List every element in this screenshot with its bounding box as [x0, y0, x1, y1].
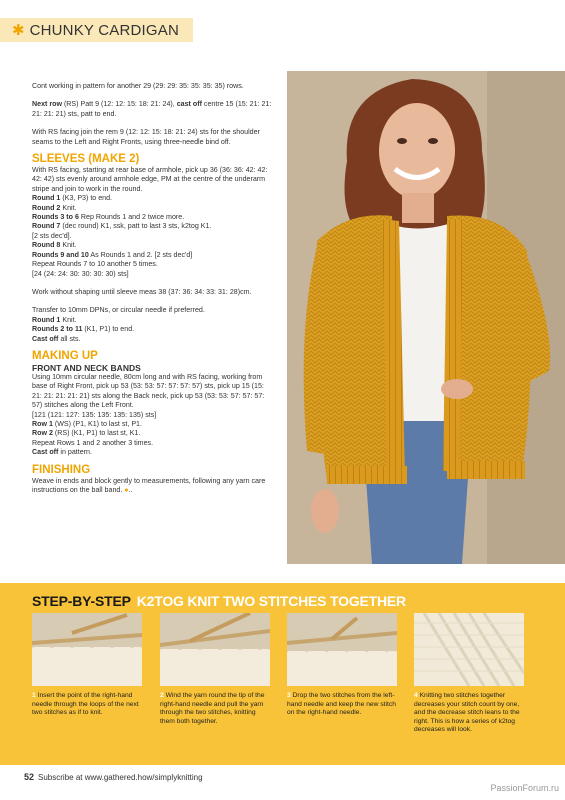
- sleeves-round3: Rounds 3 to 6 Rep Rounds 1 and 2 twice more.: [32, 213, 185, 222]
- sleeves-round7: Round 7 (dec round) K1, ssk, patt to last 3 sts, k2tog K1.: [32, 222, 212, 231]
- makingup-castoff: Cast off in pattern.: [32, 448, 92, 457]
- makingup-repeat: Repeat Rows 1 and 2 another 3 times.: [32, 438, 154, 447]
- step-3-photo: [287, 613, 397, 686]
- cuff-round2: Rounds 2 to 11 (K1, P1) to end.: [32, 325, 135, 334]
- woman-cardigan-illustration: [287, 71, 565, 564]
- subscribe-link[interactable]: Subscribe at www.gathered.how/simplyknitting: [38, 773, 203, 782]
- sleeves-repeat: Repeat Rounds 7 to 10 another 5 times.: [32, 260, 158, 269]
- model-photo: [287, 71, 565, 564]
- step-by-step-band: [0, 583, 565, 765]
- step-1-photo: [32, 613, 142, 686]
- intro-p3: With RS facing join the rem 9 (12: 12: 15: 18: 21: 24) sts for the shoulder seams to the Left and Right Fronts, using three-needle bind off.: [32, 128, 260, 146]
- cuff-castoff: Cast off all sts.: [32, 334, 81, 343]
- page-title: CHUNKY CARDIGAN: [29, 21, 179, 39]
- makingup-row2: Row 2 (RS) (K1, P1) to last st, K1.: [32, 429, 141, 438]
- step-2-caption: 2 Wind the yarn round the tip of the right-hand needle and pull the yarn through the two stitches, knitting them both together.: [160, 692, 265, 725]
- page-footer: [24, 772, 203, 782]
- section-header: [0, 18, 193, 42]
- sleeves-heading: SLEEVES (MAKE 2): [32, 153, 140, 166]
- asterisk-icon: ✱: [12, 22, 25, 39]
- finishing-p1: Weave in ends and block gently to measurements, following any yarn care instructions on the ball band. ●..: [32, 476, 266, 494]
- sleeves-round1: Round 1 (K3, P3) to end.: [32, 194, 113, 203]
- cuff-round1: Round 1 Knit.: [32, 315, 77, 324]
- sleeves-round9: Rounds 9 and 10 As Rounds 1 and 2. [2 sts dec'd]: [32, 250, 193, 259]
- step-4-photo: [414, 613, 524, 686]
- bands-subheading: FRONT AND NECK BANDS: [32, 362, 141, 373]
- sleeves-round8: Round 8 Knit.: [32, 241, 77, 250]
- sleeves-count: [24 (24: 24: 30: 30: 30: 30) sts]: [32, 269, 129, 278]
- intro-p2: Next row (RS) Patt 9 (12: 12: 15: 18: 21: 24), cast off centre 15 (15: 21: 21: 21: 21: 21) sts, patt to end.: [32, 100, 272, 118]
- sleeves-transfer: Transfer to 10mm DPNs, or circular needle if preferred.: [32, 306, 205, 315]
- step-2-photo: [160, 613, 270, 686]
- makingup-p1: Using 10mm circular needle, 80cm long and with RS facing, working from base of Right Front, pick up 53 (53: 53: 57: 57: 57: 57) sts, pick up 15 (15: 21: 21: 21: 21: 21) sts along the Back neck, pick up 53 (53: 53: 57: 57: 57: 57) stitches along the Left Front.: [32, 372, 265, 410]
- step-1-caption: 1 Insert the point of the right-hand needle through the loops of the next two stitches as if to knit.: [32, 692, 139, 717]
- sleeves-round7b: [2 sts dec'd].: [32, 231, 72, 240]
- end-mark-icon: ●: [124, 486, 129, 494]
- page-number: 52: [24, 772, 35, 782]
- makingup-heading: MAKING UP: [32, 349, 98, 362]
- finishing-heading: FINISHING: [32, 463, 91, 476]
- step-4-caption: 4 Knitting two stitches together decreases your stitch count by one, and the decrease stitch leans to the right. This is how a series of k2tog decreases will look.: [414, 692, 520, 734]
- sleeves-p1: With RS facing, starting at rear base of armhole, pick up 36 (36: 36: 42: 42: 42: 42) sts evenly around armhole edge, PM at the centre of the underarm stripe and join to work in the round.: [32, 166, 268, 193]
- makingup-count: [121 (121: 127: 135: 135: 135: 135) sts]: [32, 410, 157, 419]
- steps-heading: STEP-BY-STEP K2TOG KNIT TWO STITCHES TOGETHER: [32, 593, 406, 609]
- step-3-caption: 3 Drop the two stitches from the left-hand needle and keep the new stitch on the right-hand needle.: [287, 692, 396, 717]
- pattern-text: [32, 82, 274, 495]
- intro-p1: Cont working in pattern for another 29 (29: 29: 35: 35: 35: 35) rows.: [32, 82, 244, 90]
- sleeves-round2: Round 2 Knit.: [32, 203, 77, 212]
- makingup-row1: Row 1 (WS) (P1, K1) to last st, P1.: [32, 419, 142, 428]
- watermark: PassionForum.ru: [490, 783, 559, 793]
- sleeves-work: Work without shaping until sleeve meas 38 (37: 36: 34: 33: 31: 28)cm.: [32, 287, 252, 296]
